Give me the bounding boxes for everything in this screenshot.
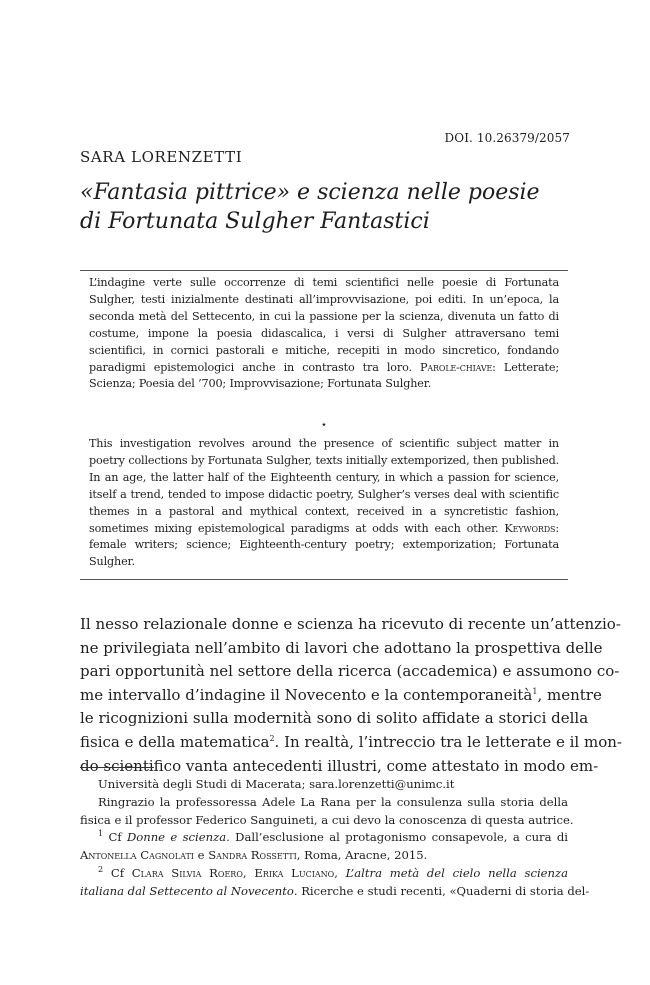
affiliation-note: Università degli Studi di Macerata; sara.lorenzetti@unimc.it — [98, 777, 455, 791]
footnote-rule — [80, 767, 154, 768]
abstract-italian-text: L’indagine verte sulle occorrenze di temi scientifici nelle poesie di Fortunata Sulgher, testi inizialmente destinati all’improvvisazione, poi editi. In un’epoca, la seconda metà del Settecento, in cui la passione per la scienza, divenuta un fatto di costume, impone la poesia didascalica, i versi di Sulgher attraversano temi scientifici, in cornici pastorali e mitiche, recepiti in modo sincretico, fondando paradigmi epistemologici anche in contrasto tra loro. — [89, 276, 559, 374]
footnote-2-line: $^2$ Cf Clara Silvia Roero, Erika Luciano, L’altra metà del cielo nella scienza — [98, 865, 568, 880]
keywords-italian-label: Parole-chiave: — [420, 360, 496, 374]
body-line: me intervallo d’indagine il Novecento e la contemporaneità$^1$, mentre — [80, 685, 602, 704]
keywords-italian: Letterate; Scienza; Poesia del ’700; Improvvisazione; Fortunata Sulgher. — [89, 360, 559, 391]
abstract-english — [89, 436, 559, 571]
body-paragraph — [80, 613, 622, 778]
body-line: ne privilegiata nell’ambito di lavori che adottano la prospettiva delle — [80, 638, 603, 657]
footnotes — [80, 776, 590, 901]
section-separator: ⋆ — [320, 418, 328, 431]
footnote-2-line: italiana dal Settecento al Novecento. Ricerche e studi recenti, «Quaderni di storia del- — [80, 883, 590, 898]
article-title — [80, 178, 580, 236]
abstract-bottom-rule — [80, 579, 568, 580]
body-line: do scientifico vanta antecedenti illustri, come attestato in modo em- — [80, 756, 599, 775]
body-line: pari opportunità nel settore della ricerca (accademica) e assumono co- — [80, 662, 620, 681]
abstract-english-text: This investigation revolves around the presence of scientific subject matter in poetry collections by Fortunata Sulgher, texts initially extemporized, then published. In an age, the latter half of the Eighteenth century, in which a passion for science, itself a trend, tended to impose didactic poetry, Sulgher’s verses deal with scientific themes in a pastoral and mythical context, received in a syncretistic fashion, sometimes mixing epistemological paradigms at odds with each other. — [89, 437, 559, 535]
title-line-1: «Fantasia pittrice» e scienza nelle poesie — [80, 180, 540, 205]
title-line-2: di Fortunata Sulgher Fantastici — [80, 209, 430, 234]
doi-label: DOI. 10.26379/2057 — [444, 131, 570, 145]
footnote-1-line: $^1$ Cf Donne e scienza. Dall’esclusione al protagonismo consapevole, a cura di — [98, 829, 568, 845]
body-line: Il nesso relazionale donne e scienza ha ricevuto di recente un’attenzio- — [80, 615, 621, 633]
abstract-italian — [89, 275, 559, 393]
body-line: fisica e della matematica$^2$. In realtà, l’intreccio tra le letterate e il mon- — [80, 732, 622, 751]
thanks-note-line: fisica e il professor Federico Sanguineti, a cui devo la conoscenza di questa autrice. — [80, 812, 574, 827]
keywords-english: female writers; science; Eighteenth-century poetry; extemporization; Fortunata Sulgher. — [89, 538, 559, 569]
footnote-ref-2[interactable]: 2 — [269, 733, 275, 743]
footnote-ref-1[interactable]: 1 — [532, 686, 538, 696]
abstract-top-rule — [80, 270, 568, 271]
footnote-1-line: Antonella Cagnolati e Sandra Rossetti, Roma, Aracne, 2015. — [80, 848, 428, 863]
author-name: SARA LORENZETTI — [80, 148, 243, 166]
keywords-english-label: Keywords: — [504, 521, 559, 535]
thanks-note-line: Ringrazio la professoressa Adele La Rana per la consulenza sulla storia della — [98, 794, 568, 809]
body-line: le ricognizioni sulla modernità sono di solito affidate a storici della — [80, 709, 589, 728]
